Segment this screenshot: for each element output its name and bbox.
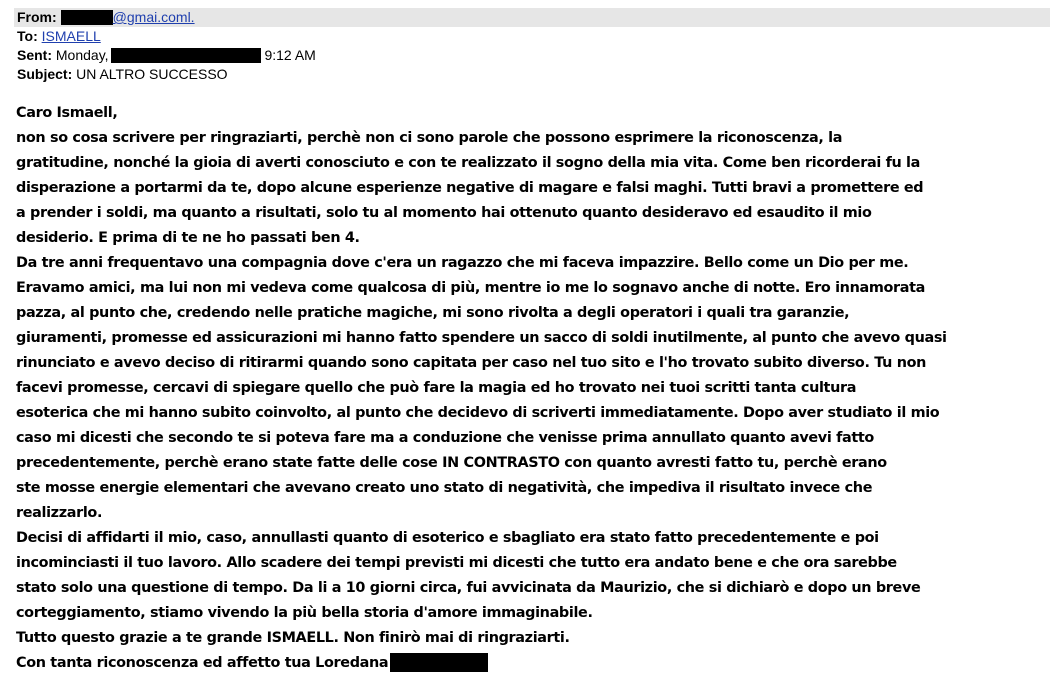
message-line-text: non so cosa scrivere per ringraziarti, perchè non ci sono parole che possono esprimere la riconoscenza, la — [16, 130, 843, 146]
from-address-link[interactable]: @gmai.coml. — [112, 9, 195, 25]
to-label: To: — [17, 28, 38, 44]
message-line-text: facevi promesse, cercavi di spiegare quello che può fare la magia ed ho trovato nei tuoi scritti tanta cultura — [16, 380, 857, 396]
message-line-text: Tutto questo grazie a te grande ISMAELL. Non finirò mai di ringraziarti. — [16, 630, 570, 646]
message-line-text: Decisi di affidarti il mio, caso, annullasti quanto di esoterico e sbagliato era stato fatto precedentemente e poi — [16, 530, 879, 546]
message-line-text: desiderio. E prima di te ne ho passati ben 4. — [16, 230, 360, 246]
to-recipient-link[interactable]: ISMAELL — [41, 28, 101, 44]
redacted-block — [111, 48, 261, 63]
message-line — [16, 576, 1052, 601]
message-line — [16, 251, 1052, 276]
message-line — [16, 226, 1052, 251]
message-line — [16, 276, 1052, 301]
to-row — [14, 27, 1050, 46]
message-line — [16, 151, 1052, 176]
subject-row — [14, 65, 1050, 84]
message-line-text: esoterica che mi hanno subito coinvolto, al punto che decidevo di scriverti immediatamente. Dopo aver studiato il mio — [16, 405, 940, 421]
message-line-text: giuramenti, promesse ed assicurazioni mi hanno fatto spendere un sacco di soldi inutilmente, al punto che avevo quasi — [16, 330, 947, 346]
message-line — [16, 601, 1052, 626]
message-line — [16, 401, 1052, 426]
sent-day: Monday, — [55, 47, 109, 63]
message-line-text: rinunciato e avevo deciso di ritirarmi quando sono capitata per caso nel tuo sito e l'ho trovato subito diverso. Tu non — [16, 355, 927, 371]
redacted-block — [61, 10, 113, 25]
message-line-text: gratitudine, nonché la gioia di averti conosciuto e con te realizzato il sogno della mia vita. Come ben ricorderai fu la — [16, 155, 920, 171]
message-line-text: caso mi dicesti che secondo te si poteva fare ma a conduzione che venisse prima annullato quanto avevi fatto — [16, 430, 874, 446]
message-line-text: precedentemente, perchè erano state fatte delle cose IN CONTRASTO con quanto avresti fatto tu, perchè erano — [16, 455, 887, 471]
message-line — [16, 526, 1052, 551]
message-line-text: Eravamo amici, ma lui non mi vedeva come qualcosa di più, mentre io me lo sognavo anche di notte. Ero innamorata — [16, 280, 926, 296]
message-line — [16, 476, 1052, 501]
subject-label: Subject: — [17, 66, 73, 82]
message-line-text: realizzarlo. — [16, 505, 103, 521]
message-line — [16, 626, 1052, 651]
message-line-text: incominciasti il tuo lavoro. Allo scadere dei tempi previsti mi dicesti che tutto era andato bene e che ora sarebbe — [16, 555, 897, 571]
message-line — [16, 451, 1052, 476]
message-line-text: stato solo una questione di tempo. Da li a 10 giorni circa, fui avvicinata da Maurizio, che si dichiarò e dopo un breve — [16, 580, 921, 596]
message-line-text: Caro Ismaell, — [16, 105, 118, 121]
message-line — [16, 126, 1052, 151]
sent-time: 9:12 AM — [264, 47, 316, 63]
email-header — [14, 8, 1050, 84]
message-line — [16, 176, 1052, 201]
message-line — [16, 551, 1052, 576]
from-row — [14, 8, 1050, 27]
message-line-text: disperazione a portarmi da te, dopo alcune esperienze negative di magare e falsi maghi. Tutti bravi a promettere ed — [16, 180, 924, 196]
sent-row — [14, 46, 1050, 65]
message-line-text: a prender i soldi, ma quanto a risultati, solo tu al momento hai ottenuto quanto desideravo ed esaudito il mio — [16, 205, 872, 221]
subject-value: UN ALTRO SUCCESSO — [76, 66, 228, 82]
message-line — [16, 651, 1052, 676]
message-line — [16, 351, 1052, 376]
message-body — [16, 101, 1052, 676]
from-label: From: — [17, 9, 57, 25]
message-line-text: ste mosse energie elementari che avevano creato uno stato di negatività, che impediva il risultato invece che — [16, 480, 873, 496]
message-line-text: Con tanta riconoscenza ed affetto tua Loredana — [16, 655, 389, 671]
message-line-text: Da tre anni frequentavo una compagnia dove c'era un ragazzo che mi faceva impazzire. Bello come un Dio per me. — [16, 255, 909, 271]
sent-label: Sent: — [17, 47, 52, 63]
message-line — [16, 426, 1052, 451]
message-line — [16, 326, 1052, 351]
message-line-text: pazza, al punto che, credendo nelle pratiche magiche, mi sono rivolta a degli operatori i quali tra garanzie, — [16, 305, 850, 321]
message-line — [16, 101, 1052, 126]
redacted-block — [390, 653, 488, 672]
message-line — [16, 201, 1052, 226]
message-line — [16, 501, 1052, 526]
message-line — [16, 301, 1052, 326]
message-line — [16, 376, 1052, 401]
message-line-text: corteggiamento, stiamo vivendo la più bella storia d'amore immaginabile. — [16, 605, 593, 621]
